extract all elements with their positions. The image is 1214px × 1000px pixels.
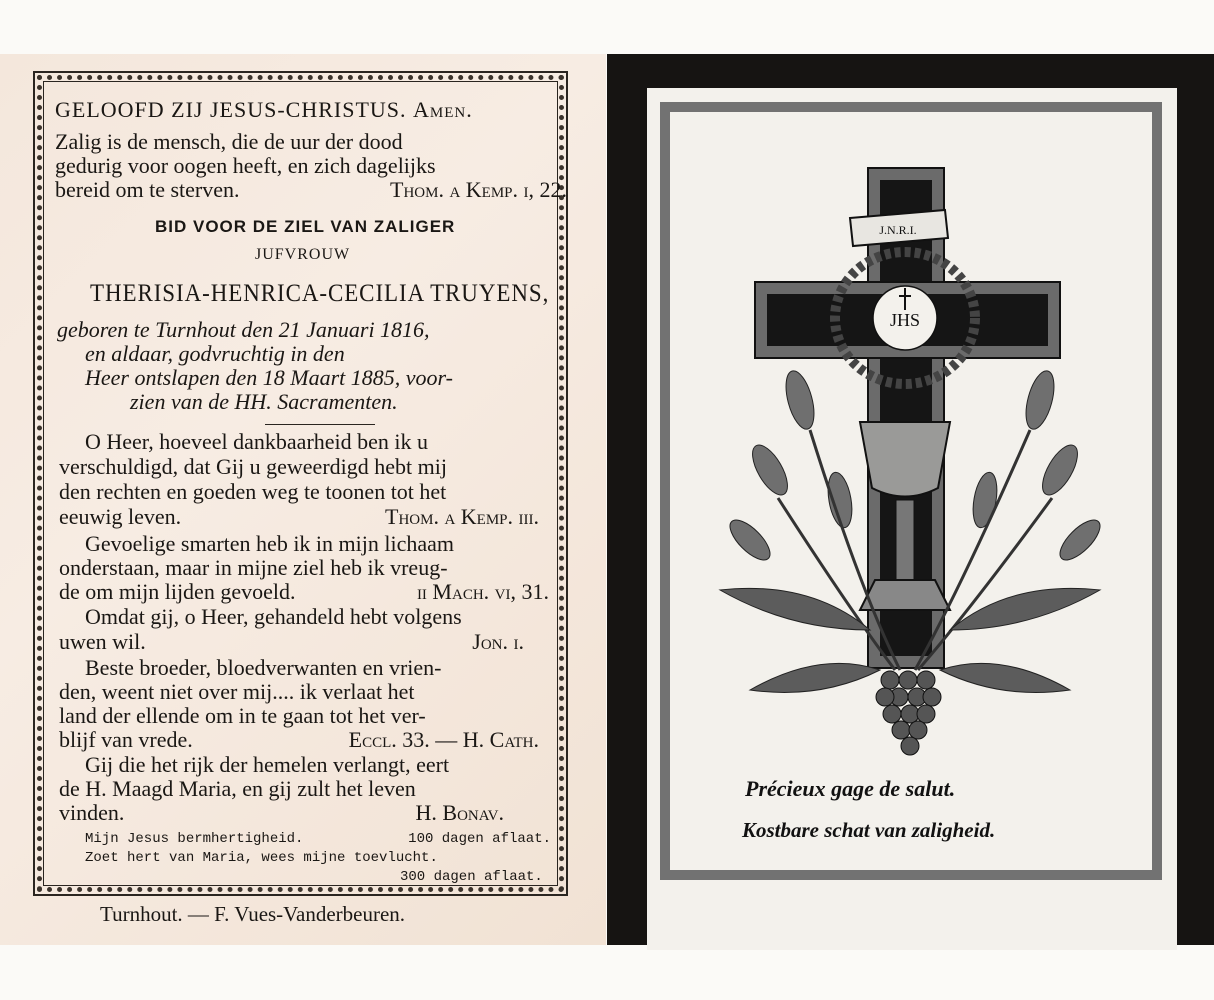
p2-line: onderstaan, maar in mijne ziel heb ik vreug- bbox=[59, 555, 448, 580]
p1-ref: Thom. a Kemp. iii. bbox=[385, 504, 539, 529]
p2-line: de om mijn lijden gevoeld. bbox=[59, 579, 296, 604]
grapes bbox=[876, 671, 941, 755]
divider bbox=[265, 424, 375, 425]
cross-illustration bbox=[660, 110, 1162, 770]
indulgence-prayer: Mijn Jesus bermhertigheid. bbox=[85, 831, 304, 847]
bid-line: BID VOOR DE ZIEL VAN ZALIGER bbox=[155, 217, 456, 236]
p3-line: uwen wil. bbox=[59, 629, 146, 654]
ihs-text: JHS bbox=[889, 310, 921, 330]
heading: GELOOFD ZIJ JESUS-CHRISTUS. Amen. bbox=[55, 97, 473, 122]
chalice-base bbox=[860, 580, 950, 610]
bio-line: en aldaar, godvruchtig in den bbox=[85, 341, 345, 366]
quote1-line: Zalig is de mensch, die de uur der dood bbox=[55, 129, 403, 154]
caption-french: Précieux gage de salut. bbox=[745, 776, 956, 801]
indulgence-days: 100 dagen aflaat. bbox=[408, 831, 551, 847]
quote1-line: bereid om te sterven. bbox=[55, 177, 240, 202]
p5-line: de H. Maagd Maria, en gij zult het leven bbox=[59, 776, 416, 801]
title-prefix: JUFVROUW bbox=[255, 246, 351, 263]
p5-line: vinden. bbox=[59, 800, 125, 825]
chalice-cup bbox=[860, 422, 950, 497]
printer-line: Turnhout. — F. Vues-Vanderbeuren. bbox=[100, 902, 406, 926]
p4-line: den, weent niet over mij.... ik verlaat het bbox=[59, 679, 415, 704]
indulgence-days: 300 dagen aflaat. bbox=[400, 869, 543, 885]
inri-text: J.N.R.I. bbox=[879, 223, 917, 237]
p4-line: blijf van vrede. bbox=[59, 727, 193, 752]
p1-line: O Heer, hoeveel dankbaarheid ben ik u bbox=[85, 429, 429, 454]
p5-ref: H. Bonav. bbox=[415, 800, 504, 825]
bio-line: zien van de HH. Sacramenten. bbox=[130, 389, 398, 414]
bio-line: geboren te Turnhout den 21 Januari 1816, bbox=[57, 317, 430, 342]
p5-line: Gij die het rijk der hemelen verlangt, eert bbox=[85, 752, 450, 777]
p2-ref: ii Mach. vi, 31. bbox=[416, 579, 549, 604]
chalice-stem bbox=[896, 500, 914, 580]
deceased-name: THERISIA-HENRICA-CECILIA TRUYENS, bbox=[90, 280, 550, 307]
indulgence-prayer: Zoet hert van Maria, wees mijne toevlucht. bbox=[85, 850, 438, 866]
p2-line: Gevoelige smarten heb ik in mijn lichaam bbox=[85, 531, 455, 556]
p1-line: eeuwig leven. bbox=[59, 504, 182, 529]
bio-line: Heer ontslapen den 18 Maart 1885, voor- bbox=[85, 365, 454, 390]
p3-line: Omdat gij, o Heer, gehandeld hebt volgens bbox=[85, 604, 462, 629]
caption-dutch: Kostbare schat van zaligheid. bbox=[742, 818, 996, 842]
p4-ref: Eccl. 33. — H. Cath. bbox=[348, 727, 539, 752]
p4-line: land der ellende om in te gaan tot het ver- bbox=[59, 703, 426, 728]
quote1-line: gedurig voor oogen heeft, en zich dagelijks bbox=[55, 153, 436, 178]
p3-ref: Jon. i. bbox=[472, 629, 524, 654]
p1-line: den rechten en goeden weg te toonen tot het bbox=[59, 479, 447, 504]
p1-line: verschuldigd, dat Gij u geweerdigd hebt mij bbox=[59, 454, 447, 479]
quote1-ref: Thom. a Kemp. i, 22. bbox=[390, 177, 567, 202]
p4-line: Beste broeder, bloedverwanten en vrien- bbox=[85, 655, 442, 680]
